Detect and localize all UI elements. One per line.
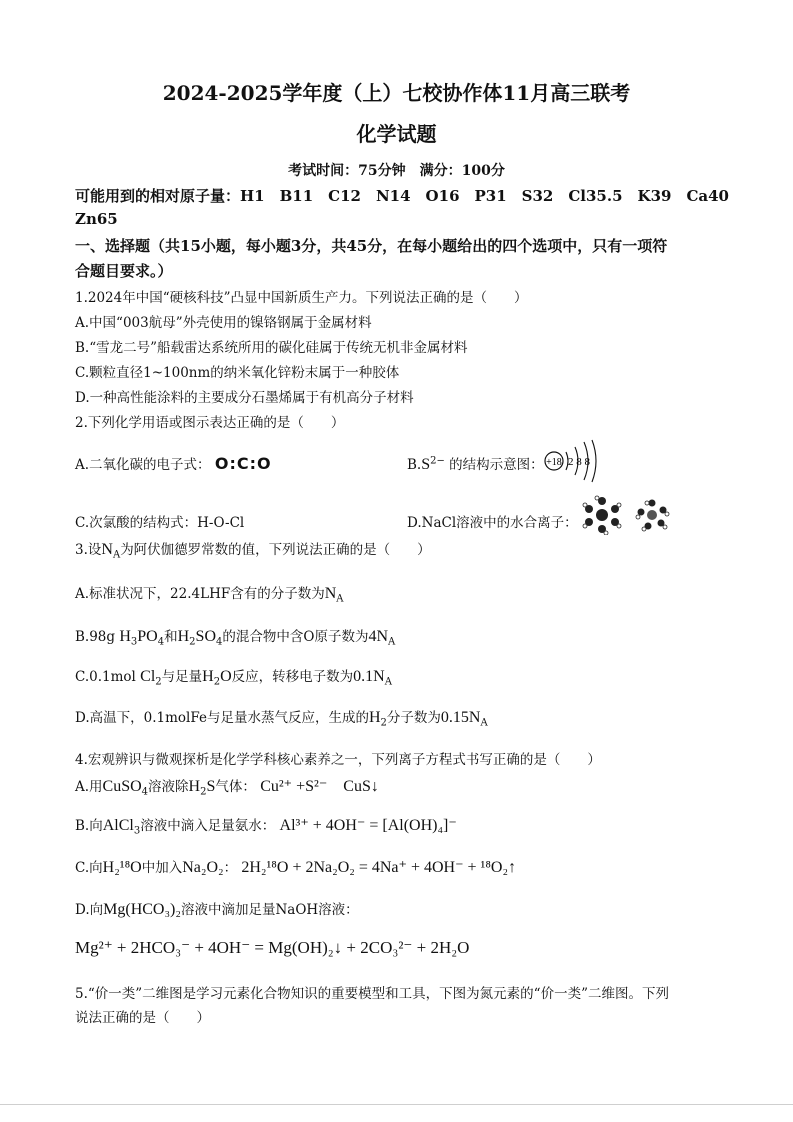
- q4-stem: 4.宏观辨识与微观探析是化学学科核心素养之一，下列离子方程式书写正确的是（ ）: [75, 752, 601, 768]
- copper-sulfate-sub: 4: [141, 786, 149, 798]
- section-heading-cont: 合题目要求。）: [75, 262, 173, 280]
- q4-a-text1: 溶液除: [148, 779, 189, 795]
- hydrogen-sulfide-sub: 2: [200, 786, 207, 798]
- q3-a-value-sub: A: [336, 593, 344, 605]
- sulfuric-acid-h: H: [177, 628, 190, 645]
- q3-stem-prefix: 3.设: [75, 542, 102, 558]
- q3-option-a: [75, 582, 344, 605]
- q3-b-value: 4N: [368, 628, 389, 645]
- q4-b-text: 溶液中滴入足量氨水：: [140, 818, 276, 834]
- q1-option-b: B.“雪龙二号”船载雷达系统所用的碳化硅属于传统无机非金属材料: [75, 340, 468, 356]
- nucleus-charge: +18: [546, 457, 562, 468]
- q2-b-prefix: B.: [407, 457, 422, 473]
- q4-a-prefix: A.用: [75, 779, 103, 795]
- q3-option-c: [75, 665, 392, 688]
- hydrogen-sulfide-s: S: [206, 778, 216, 795]
- q2-option-d-label: D.NaCl溶液中的水合离子：: [407, 515, 578, 531]
- q3-a-text: A.标准状况下，22.4LHF含有的分子数为: [75, 586, 325, 602]
- q2-option-c: C.次氯酸的结构式：H-O-Cl: [75, 515, 245, 531]
- q3-b-value-sub: A: [388, 636, 396, 648]
- aluminum-chloride: AlCl: [102, 817, 134, 834]
- hydrated-anion-icon: [636, 500, 669, 532]
- hydrogen-formula-sub: 2: [380, 717, 387, 729]
- water-o: O: [220, 668, 232, 685]
- q2-option-a: [75, 453, 272, 473]
- q4-c-text: 中加入: [141, 860, 183, 876]
- q4-a-equation: Cu²⁺ +S²⁻ CuS↓: [260, 778, 379, 795]
- hydrated-cation-icon: [583, 496, 621, 535]
- water-h: H: [202, 668, 214, 685]
- phosphoric-acid-h: H: [119, 628, 131, 645]
- q3-c-text2: 反应，转移电子数为: [231, 669, 354, 685]
- water-h-sub: 2: [213, 676, 221, 688]
- hydrated-ions-diagram: [582, 495, 672, 535]
- q3-d-value-sub: A: [480, 717, 488, 729]
- sulfide-charge: 2−: [430, 455, 445, 467]
- q1-option-d: D.一种高性能涂料的主要成分石墨烯属于有机高分子材料: [75, 390, 414, 406]
- magnesium-bicarbonate: Mg(HCO₃)₂: [103, 901, 181, 918]
- page-bottom-divider: [0, 1104, 793, 1105]
- q3-option-d: [75, 706, 488, 729]
- subject-title: 化学试题: [356, 122, 437, 146]
- chlorine-formula-sub: 2: [155, 676, 162, 688]
- section-heading: 一、选择题（共15小题，每小题3分，共45分，在每小题给出的四个选项中，只有一项符: [75, 237, 668, 255]
- q4-d-text: 溶液中滴加足量NaOH溶液：: [180, 902, 359, 918]
- q4-option-a: [75, 773, 379, 798]
- q3-b-text: 的混合物中含O原子数为: [222, 629, 369, 645]
- q1-option-c: C.颗粒直径1~100nm的纳米氧化锌粉末属于一种胶体: [75, 365, 400, 381]
- q2-b-label: 的结构示意图：: [449, 457, 544, 473]
- q3-b-prefix: B.98g: [75, 629, 116, 645]
- exam-info: 考试时间：75分钟 满分：100分: [288, 163, 505, 179]
- q3-c-value-sub: A: [384, 676, 392, 688]
- q3-stem-suffix: 为阿伏伽德罗常数的值，下列说法正确的是（ ）: [120, 542, 431, 558]
- q3-d-text2: 分子数为: [386, 710, 441, 726]
- avogadro-symbol: N: [101, 541, 113, 558]
- avogadro-subscript: A: [112, 549, 121, 561]
- heavy-oxygen-water: H₂¹⁸O: [102, 859, 142, 876]
- copper-sulfate: CuSO: [102, 778, 142, 795]
- q3-a-value: N: [324, 585, 337, 602]
- atomic-masses-cont: Zn65: [75, 210, 118, 228]
- q2-stem: 2.下列化学用语或图示表达正确的是（ ）: [75, 415, 345, 431]
- q3-d-text: D.高温下，0.1molFe与足量水蒸气反应，生成的: [75, 710, 369, 726]
- phosphoric-acid-po-sub: 4: [157, 636, 165, 648]
- q3-b-and: 和: [164, 629, 178, 645]
- q4-c-colon: ：: [223, 860, 238, 876]
- exam-title: 2024-2025学年度（上）七校协作体11月高三联考: [162, 81, 631, 105]
- sulfide-atom-diagram: [544, 438, 600, 484]
- sulfuric-acid-h-sub: 2: [189, 636, 196, 648]
- q4-option-c: [75, 856, 516, 877]
- phosphoric-acid-po: PO: [137, 628, 158, 645]
- phosphoric-acid-h-sub: 3: [130, 636, 138, 648]
- q3-stem: [75, 538, 431, 561]
- q4-b-prefix: B.向: [75, 818, 103, 834]
- sulfuric-acid-so: SO: [195, 628, 216, 645]
- q4-d-prefix: D.向: [75, 902, 104, 918]
- q3-c-prefix: C.0.1mol: [75, 669, 136, 685]
- q2-a-label: A.二氧化碳的电子式：: [75, 457, 211, 473]
- q3-d-value: 0.15N: [440, 709, 481, 726]
- chlorine-formula: Cl: [140, 668, 156, 685]
- q4-b-equation: Al³⁺ + 4OH⁻ = [Al(OH)₄]⁻: [279, 817, 457, 834]
- hydrogen-sulfide-h: H: [188, 778, 201, 795]
- q5-stem-cont: 说法正确的是（ ）: [75, 1010, 210, 1026]
- q3-c-value: 0.1N: [353, 668, 385, 685]
- q4-option-d: [75, 898, 359, 919]
- q5-stem: 5.“价一类”二维图是学习元素化合物知识的重要模型和工具，下图为氮元素的“价一类”二维图。下列: [75, 986, 669, 1002]
- sulfide-ion: S: [421, 456, 431, 473]
- q2-option-b: [407, 453, 544, 474]
- aluminum-chloride-sub: 3: [133, 825, 141, 837]
- q4-a-text2: 气体：: [215, 779, 256, 795]
- q4-c-equation: 2H₂¹⁸O + 2Na₂O₂ = 4Na⁺ + 4OH⁻ + ¹⁸O₂↑: [241, 859, 517, 876]
- q3-option-b: [75, 625, 395, 648]
- q1-option-a: A.中国“003航母”外壳使用的镍铬钢属于金属材料: [75, 315, 372, 331]
- hydrogen-formula: H: [368, 709, 381, 726]
- sulfuric-acid-so-sub: 4: [216, 636, 223, 648]
- q4-c-prefix: C.向: [75, 860, 103, 876]
- electron-shells: 2 8 8: [568, 456, 590, 468]
- co2-lewis-structure: O:C:O: [214, 454, 272, 473]
- q3-c-text1: 与足量: [161, 669, 203, 685]
- q4-option-b: [75, 814, 457, 837]
- q1-stem: 1.2024年中国“硬核科技”凸显中国新质生产力。下列说法正确的是（ ）: [75, 290, 528, 306]
- q4-d-equation: Mg²⁺ + 2HCO₃⁻ + 4OH⁻ = Mg(OH)₂↓ + 2CO₃²⁻ + 2H₂O: [75, 938, 470, 957]
- sodium-peroxide: Na₂O₂: [182, 859, 224, 876]
- atomic-masses: 可能用到的相对原子量：H1 B11 C12 N14 O16 P31 S32 Cl35.5 K39 Ca40: [75, 187, 729, 205]
